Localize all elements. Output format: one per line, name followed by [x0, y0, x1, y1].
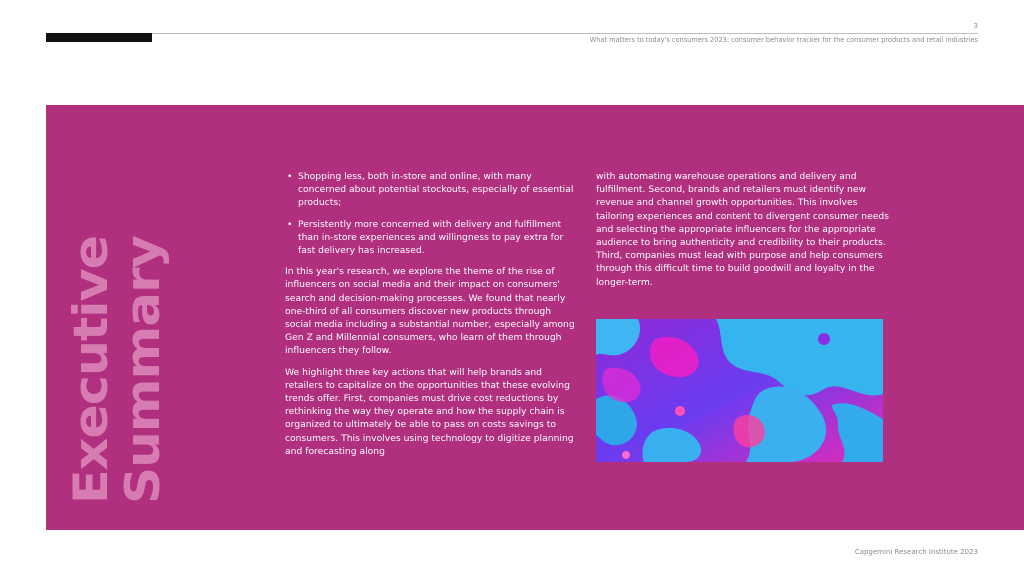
footer-credit: Capgemini Research Institute 2023	[854, 548, 978, 556]
bullet-text: Persistently more concerned with delivery and fulfillment than in-store experiences and willingness to pay extra for fast delivery has increased.	[298, 218, 564, 257]
body-paragraph: with automating warehouse operations and delivery and fulfillment. Second, brands and retailers must identify new revenue and channel growth opportunities. This involves tailoring experiences and content to divergent consumer needs and selecting the appropriate influencers for the appropriate audience to bring authenticity and credibility to their products. Third, companies must lead with purpose and help consumers through this difficult time to build goodwill and loyalty in the longer-term.	[596, 171, 890, 288]
body-paragraph: In this year's research, we explore the theme of the rise of influencers on social media and their impact on consumers' search and decision-making processes. We found that nearly one-third of all consumers discover new products through social media including a substantial number, especially among Gen Z and Millennial consumers, who learn of them through influencers they follow.	[285, 266, 575, 357]
bullet-text: Shopping less, both in-store and online, with many concerned about potential stockouts, especially of essential products;	[298, 171, 574, 209]
header-accent-bar	[46, 33, 152, 42]
bullet-item	[285, 218, 575, 258]
section-title-line2: Summary	[116, 260, 171, 504]
bullet-dot: •	[287, 171, 293, 182]
body-paragraph: We highlight three key actions that will help brands and retailers to capitalize on the opportunities that these evolving trends offer. First, companies must drive cost reductions by rethinking the way they operate and how the supply chain is organized to ultimately be able to pass on costs savings to consumers. This involves using technology to digitize planning and forecasting along	[285, 366, 574, 457]
running-header: What matters to today's consumers 2023: consumer behavior tracker for the consumer products and retail industries	[589, 36, 978, 44]
left-column	[285, 170, 575, 466]
header-rule	[46, 33, 978, 34]
page-number: 3	[973, 22, 978, 30]
right-column	[596, 170, 891, 297]
bullet-item	[285, 170, 575, 210]
section-title	[64, 232, 171, 504]
section-title-line1: Executive	[64, 256, 119, 504]
bullet-dot: •	[287, 218, 293, 230]
abstract-fluid-image	[596, 319, 883, 462]
